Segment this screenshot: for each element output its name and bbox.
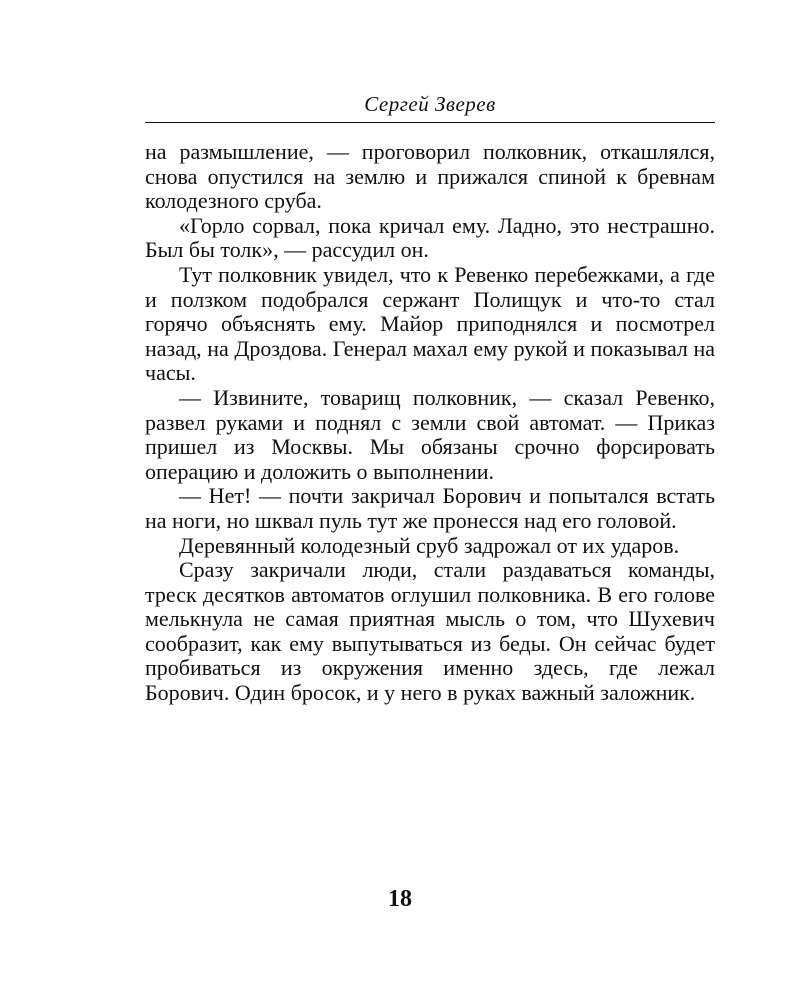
paragraph-continuation: на размышление, — проговорил полковник, откашлялся, снова опустился на землю и прижался спиной к бревнам колодезного сруба. — [145, 139, 715, 214]
paragraph: Сразу закричали люди, стали раздаваться команды, треск десятков автоматов оглушил полковника. В его голове мелькнула не самая приятная мысль о том, что Шухевич сообразит, как ему выпутываться из беды. Он сейчас будет пробиваться из окружения именно здесь, где лежал Борович. Один бросок, и у него в руках важный заложник. — [145, 557, 715, 706]
paragraph: Деревянный колодезный сруб задрожал от их ударов. — [179, 532, 680, 558]
paragraph: — Нет! — почти закричал Борович и попытался встать на ноги, но шквал пуль тут же пронесся над его головой. — [145, 483, 715, 533]
page-number: 18 — [388, 886, 412, 912]
author-name: Сергей Зверев — [364, 92, 496, 116]
running-header — [145, 86, 715, 123]
paragraph: — Извините, товарищ полковник, — сказал Ревенко, развел руками и поднял с земли свой автомат. — Приказ пришел из Москвы. Мы обязаны срочно форсировать операцию и доложить о выполнении. — [145, 384, 715, 484]
paragraph: «Горло сорвал, пока кричал ему. Ладно, это нестрашно. Был бы толк», — рассудил он. — [145, 212, 715, 263]
paragraph: Тут полковник увидел, что к Ревенко перебежками, а где и ползком подобрался сержант Полищук и что-то стал горячо объяснять ему. Майор приподнялся и посмотрел назад, на Дроздова. Генерал махал ему рукой и показывал на часы. — [145, 261, 715, 386]
page-body — [145, 140, 715, 706]
